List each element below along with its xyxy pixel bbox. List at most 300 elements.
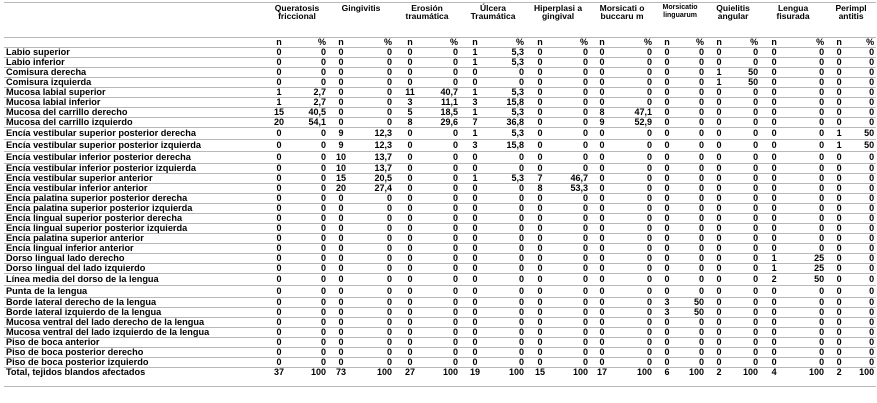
cell-percent: 0: [320, 183, 326, 193]
cell-percent: 54,1: [308, 117, 326, 127]
cell-percent: 0: [453, 286, 459, 296]
cell-count: 0: [276, 327, 282, 337]
cell-count: 0: [716, 253, 722, 263]
cell-percent: 0: [753, 263, 759, 273]
cell-count: 0: [836, 233, 842, 243]
cell-percent: 0: [519, 223, 525, 233]
cell-percent: 0: [819, 233, 825, 243]
cell-count: 0: [664, 337, 670, 347]
cell-percent: 0: [519, 213, 525, 223]
row-label: Total, tejidos blandos afectados: [6, 367, 146, 377]
cell-percent: 0: [753, 223, 759, 233]
cell-percent: 0: [753, 337, 759, 347]
cell-count: 0: [716, 152, 722, 162]
cell-percent: 0: [583, 47, 589, 57]
cell-count: 20: [335, 183, 346, 193]
table-row: [4, 78, 876, 88]
cell-percent: 0: [647, 263, 653, 273]
cell-count: 0: [771, 347, 777, 357]
cell-percent: 0: [819, 337, 825, 347]
cell-percent: 0: [320, 173, 326, 183]
cell-percent: 0: [453, 213, 459, 223]
cell-percent: 0: [753, 173, 759, 183]
cell-percent: 0: [583, 274, 589, 284]
cell-count: 0: [836, 253, 842, 263]
cell-percent: 0: [387, 327, 393, 337]
cell-percent: 0: [320, 274, 326, 284]
cell-count: 0: [338, 77, 344, 87]
cell-count: 0: [664, 193, 670, 203]
cell-count: 0: [716, 317, 722, 327]
cell-count: 0: [407, 243, 413, 253]
cell-count: 19: [470, 367, 481, 377]
table-row: [4, 98, 876, 108]
cell-count: 0: [537, 243, 543, 253]
cell-percent: 0: [453, 347, 459, 357]
cell-percent: 100: [573, 367, 589, 377]
row-label: Encía vestibular superior posterior derecha: [6, 128, 196, 138]
row-label: Mucosa del carrillo derecho: [6, 107, 128, 117]
cell-percent: 0: [519, 317, 525, 327]
table-row: [4, 108, 876, 118]
cell-percent: 0: [583, 243, 589, 253]
cell-count: 0: [771, 183, 777, 193]
cell-percent: 0: [869, 327, 875, 337]
cell-count: 0: [407, 347, 413, 357]
cell-percent: 0: [647, 47, 653, 57]
cell-percent: 0: [320, 163, 326, 173]
cell-count: 0: [276, 183, 282, 193]
cell-percent: 0: [647, 233, 653, 243]
cell-count: 0: [338, 203, 344, 213]
cell-count: 0: [771, 163, 777, 173]
cell-percent: 0: [453, 47, 459, 57]
cell-count: 1: [276, 97, 282, 107]
table-row: [4, 140, 876, 152]
cell-count: 0: [664, 223, 670, 233]
cell-percent: 5,3: [511, 57, 525, 67]
cell-count: 0: [599, 223, 605, 233]
cell-percent: 5,3: [511, 87, 525, 97]
cell-percent: 0: [753, 297, 759, 307]
cell-percent: 0: [869, 317, 875, 327]
cell-count: 0: [407, 163, 413, 173]
cell-percent: 0: [519, 263, 525, 273]
cell-percent: 0: [387, 307, 393, 317]
cell-percent: 47,1: [634, 107, 653, 117]
cell-percent: 0: [647, 253, 653, 263]
cell-percent: 0: [519, 163, 525, 173]
cell-count: 0: [716, 47, 722, 57]
cell-count: 0: [771, 327, 777, 337]
cell-percent: 0: [519, 327, 525, 337]
cell-count: 0: [472, 253, 478, 263]
cell-count: 0: [716, 263, 722, 273]
cell-percent: 13,7: [374, 163, 393, 173]
row-label: Encía lingual superior posterior izquierda: [6, 223, 188, 233]
cell-count: 0: [276, 173, 282, 183]
header-ulcera-traumatica: Úlcera Traumática: [470, 3, 516, 21]
cell-count: 0: [664, 203, 670, 213]
cell-percent: 0: [387, 193, 393, 203]
cell-percent: 0: [453, 223, 459, 233]
cell-count: 0: [276, 140, 282, 150]
cell-count: 0: [771, 286, 777, 296]
cell-count: 0: [338, 297, 344, 307]
cell-percent: 0: [819, 163, 825, 173]
cell-percent: 0: [869, 152, 875, 162]
cell-percent: 0: [869, 87, 875, 97]
cell-count: 0: [599, 233, 605, 243]
cell-percent: 0: [869, 77, 875, 87]
cell-percent: 40,5: [308, 107, 326, 117]
cell-percent: 0: [387, 213, 393, 223]
cell-percent: 0: [320, 286, 326, 296]
cell-count: 0: [664, 87, 670, 97]
cell-percent: 0: [647, 140, 653, 150]
cell-percent: 0: [320, 337, 326, 347]
cell-percent: 0: [453, 307, 459, 317]
subheader-percent: %: [866, 37, 875, 47]
cell-count: 0: [537, 253, 543, 263]
row-label: Piso de boca posterior derecho: [6, 347, 144, 357]
table-row: [4, 184, 876, 194]
cell-count: 0: [472, 193, 478, 203]
cell-count: 0: [276, 223, 282, 233]
cell-count: 0: [276, 307, 282, 317]
lesions-by-site-table: [4, 2, 876, 387]
cell-count: 0: [771, 140, 777, 150]
cell-count: 0: [664, 357, 670, 367]
cell-percent: 0: [753, 317, 759, 327]
total-row: [4, 368, 876, 387]
cell-percent: 0: [647, 173, 653, 183]
cell-percent: 50: [748, 77, 759, 87]
cell-count: 0: [771, 67, 777, 77]
cell-percent: 0: [519, 243, 525, 253]
cell-count: 0: [407, 253, 413, 263]
cell-percent: 0: [753, 274, 759, 284]
cell-count: 0: [276, 203, 282, 213]
cell-percent: 0: [647, 213, 653, 223]
cell-percent: 40,7: [440, 87, 459, 97]
cell-count: 0: [599, 57, 605, 67]
cell-percent: 0: [583, 213, 589, 223]
cell-count: 0: [716, 286, 722, 296]
cell-percent: 0: [519, 297, 525, 307]
cell-count: 0: [407, 47, 413, 57]
cell-count: 0: [836, 286, 842, 296]
cell-count: 0: [716, 183, 722, 193]
row-label: Mucosa ventral del lado derecho de la lengua: [6, 317, 205, 327]
cell-count: 0: [664, 253, 670, 263]
subheader-n: n: [599, 37, 605, 47]
subheader-percent: %: [644, 37, 653, 47]
cell-percent: 12,3: [374, 128, 393, 138]
cell-percent: 0: [583, 163, 589, 173]
subheader-percent: %: [384, 37, 393, 47]
cell-count: 0: [599, 140, 605, 150]
cell-percent: 0: [819, 307, 825, 317]
cell-count: 0: [537, 107, 543, 117]
cell-count: 0: [771, 173, 777, 183]
row-label: Punta de la lengua: [6, 286, 88, 296]
cell-percent: 0: [699, 173, 705, 183]
cell-count: 0: [537, 274, 543, 284]
subheader-n: n: [276, 37, 282, 47]
cell-count: 0: [664, 97, 670, 107]
cell-percent: 0: [387, 337, 393, 347]
cell-count: 1: [472, 57, 478, 67]
cell-count: 0: [664, 107, 670, 117]
header-morsicatio-linguarum: Morsicatio linguarum: [662, 4, 698, 19]
cell-percent: 0: [387, 67, 393, 77]
cell-count: 0: [537, 67, 543, 77]
cell-percent: 5,3: [511, 47, 525, 57]
cell-count: 0: [537, 233, 543, 243]
cell-count: 0: [276, 163, 282, 173]
cell-percent: 0: [387, 274, 393, 284]
cell-percent: 0: [699, 183, 705, 193]
subheader-percent: %: [317, 37, 326, 47]
cell-count: 0: [716, 233, 722, 243]
cell-percent: 0: [647, 87, 653, 97]
cell-percent: 0: [869, 263, 875, 273]
cell-percent: 0: [869, 47, 875, 57]
cell-count: 0: [276, 263, 282, 273]
cell-percent: 0: [819, 317, 825, 327]
cell-count: 0: [771, 152, 777, 162]
cell-count: 0: [338, 67, 344, 77]
cell-count: 0: [836, 274, 842, 284]
cell-percent: 0: [387, 117, 393, 127]
cell-count: 0: [537, 97, 543, 107]
cell-count: 0: [276, 152, 282, 162]
cell-count: 0: [599, 203, 605, 213]
table-row: [4, 338, 876, 348]
cell-count: 0: [836, 107, 842, 117]
cell-percent: 0: [869, 117, 875, 127]
row-label: Mucosa ventral del lado izquierdo de la lengua: [6, 327, 210, 337]
cell-percent: 0: [453, 317, 459, 327]
header-blank: [4, 3, 266, 38]
table-row: [4, 214, 876, 224]
cell-percent: 0: [699, 233, 705, 243]
cell-count: 0: [338, 327, 344, 337]
cell-percent: 0: [699, 57, 705, 67]
cell-percent: 0: [819, 347, 825, 357]
cell-percent: 0: [869, 163, 875, 173]
cell-percent: 0: [869, 347, 875, 357]
cell-percent: 0: [320, 47, 326, 57]
row-label: Borde lateral derecho de la lengua: [6, 297, 157, 307]
row-label: Piso de boca posterior izquierdo: [6, 357, 149, 367]
cell-count: 0: [716, 173, 722, 183]
cell-percent: 0: [453, 128, 459, 138]
row-label: Mucosa labial superior: [6, 87, 106, 97]
cell-count: 0: [338, 274, 344, 284]
cell-percent: 0: [519, 274, 525, 284]
cell-count: 0: [338, 47, 344, 57]
cell-count: 0: [716, 97, 722, 107]
cell-count: 8: [407, 117, 413, 127]
cell-count: 0: [771, 317, 777, 327]
cell-count: 0: [472, 274, 478, 284]
cell-percent: 0: [453, 274, 459, 284]
cell-count: 0: [716, 57, 722, 67]
cell-percent: 0: [753, 327, 759, 337]
cell-count: 0: [599, 67, 605, 77]
cell-count: 0: [599, 317, 605, 327]
cell-percent: 0: [819, 173, 825, 183]
cell-count: 1: [836, 128, 842, 138]
cell-count: 0: [771, 307, 777, 317]
cell-count: 0: [338, 337, 344, 347]
row-label: Mucosa labial inferior: [6, 97, 101, 107]
cell-percent: 0: [583, 57, 589, 67]
cell-count: 73: [335, 367, 346, 377]
cell-count: 0: [716, 128, 722, 138]
cell-percent: 0: [819, 203, 825, 213]
cell-count: 0: [771, 213, 777, 223]
cell-count: 0: [407, 297, 413, 307]
cell-percent: 0: [583, 87, 589, 97]
cell-percent: 0: [320, 223, 326, 233]
cell-percent: 100: [509, 367, 525, 377]
cell-percent: 0: [647, 128, 653, 138]
cell-percent: 0: [647, 183, 653, 193]
row-label: Encía vestibular inferior posterior izquierda: [6, 163, 196, 173]
cell-count: 0: [836, 347, 842, 357]
cell-percent: 11,1: [440, 97, 459, 107]
cell-percent: 0: [453, 337, 459, 347]
cell-count: 0: [276, 77, 282, 87]
cell-percent: 0: [647, 347, 653, 357]
cell-percent: 0: [819, 183, 825, 193]
table-body: [4, 48, 876, 387]
cell-percent: 0: [583, 253, 589, 263]
cell-percent: 0: [753, 347, 759, 357]
cell-count: 0: [537, 317, 543, 327]
cell-count: 9: [338, 128, 344, 138]
cell-percent: 0: [819, 243, 825, 253]
cell-count: 37: [273, 367, 284, 377]
cell-percent: 0: [387, 357, 393, 367]
cell-count: 0: [407, 77, 413, 87]
cell-count: 0: [276, 274, 282, 284]
cell-percent: 0: [647, 327, 653, 337]
cell-count: 0: [771, 77, 777, 87]
subheader-n: n: [836, 37, 842, 47]
cell-count: 0: [599, 173, 605, 183]
cell-count: 0: [599, 243, 605, 253]
cell-percent: 0: [819, 107, 825, 117]
subheader-n: n: [472, 37, 478, 47]
cell-percent: 0: [453, 163, 459, 173]
cell-count: 0: [407, 203, 413, 213]
cell-count: 0: [537, 163, 543, 173]
table-row: [4, 88, 876, 98]
cell-percent: 0: [869, 307, 875, 317]
cell-percent: 0: [583, 263, 589, 273]
cell-percent: 0: [699, 357, 705, 367]
cell-count: 0: [716, 203, 722, 213]
cell-count: 0: [338, 87, 344, 97]
cell-count: 6: [664, 367, 670, 377]
table-row: [4, 298, 876, 308]
table-row: [4, 224, 876, 234]
cell-percent: 0: [453, 253, 459, 263]
cell-percent: 0: [453, 173, 459, 183]
table-row: [4, 264, 876, 274]
cell-count: 0: [338, 193, 344, 203]
cell-percent: 0: [583, 97, 589, 107]
cell-percent: 12,3: [374, 140, 393, 150]
cell-percent: 0: [387, 297, 393, 307]
header-perimplantitis: Perimpl antitis: [835, 3, 867, 21]
cell-count: 0: [716, 163, 722, 173]
cell-percent: 0: [320, 193, 326, 203]
cell-count: 0: [537, 140, 543, 150]
cell-percent: 0: [519, 307, 525, 317]
cell-percent: 0: [753, 117, 759, 127]
cell-count: 0: [407, 357, 413, 367]
cell-count: 0: [537, 47, 543, 57]
cell-percent: 100: [809, 367, 825, 377]
cell-percent: 0: [519, 193, 525, 203]
cell-count: 0: [716, 347, 722, 357]
cell-percent: 0: [583, 77, 589, 87]
cell-count: 27: [405, 367, 416, 377]
cell-percent: 20,5: [374, 173, 393, 183]
header-erosion-traumatica: Erosión traumática: [405, 3, 449, 21]
cell-percent: 0: [453, 233, 459, 243]
cell-percent: 0: [453, 67, 459, 77]
cell-percent: 0: [320, 67, 326, 77]
cell-percent: 0: [869, 357, 875, 367]
cell-count: 0: [599, 337, 605, 347]
cell-count: 0: [664, 233, 670, 243]
cell-percent: 0: [647, 317, 653, 327]
row-label: Labio inferior: [6, 57, 65, 67]
cell-count: 1: [472, 128, 478, 138]
cell-count: 1: [836, 140, 842, 150]
cell-count: 1: [472, 87, 478, 97]
cell-count: 0: [472, 203, 478, 213]
cell-count: 0: [338, 253, 344, 263]
cell-count: 0: [716, 274, 722, 284]
subheader-percent: %: [450, 37, 459, 47]
cell-count: 0: [537, 128, 543, 138]
cell-percent: 0: [320, 213, 326, 223]
cell-count: 0: [338, 233, 344, 243]
cell-percent: 0: [753, 107, 759, 117]
cell-percent: 0: [453, 183, 459, 193]
cell-count: 0: [472, 286, 478, 296]
cell-count: 0: [537, 337, 543, 347]
cell-percent: 0: [699, 203, 705, 213]
cell-percent: 15,8: [506, 140, 525, 150]
cell-count: 0: [338, 307, 344, 317]
cell-percent: 0: [699, 317, 705, 327]
cell-count: 0: [338, 357, 344, 367]
cell-percent: 50: [864, 140, 875, 150]
cell-percent: 0: [869, 213, 875, 223]
cell-count: 0: [276, 317, 282, 327]
cell-percent: 0: [519, 233, 525, 243]
cell-percent: 0: [583, 286, 589, 296]
cell-count: 0: [836, 297, 842, 307]
